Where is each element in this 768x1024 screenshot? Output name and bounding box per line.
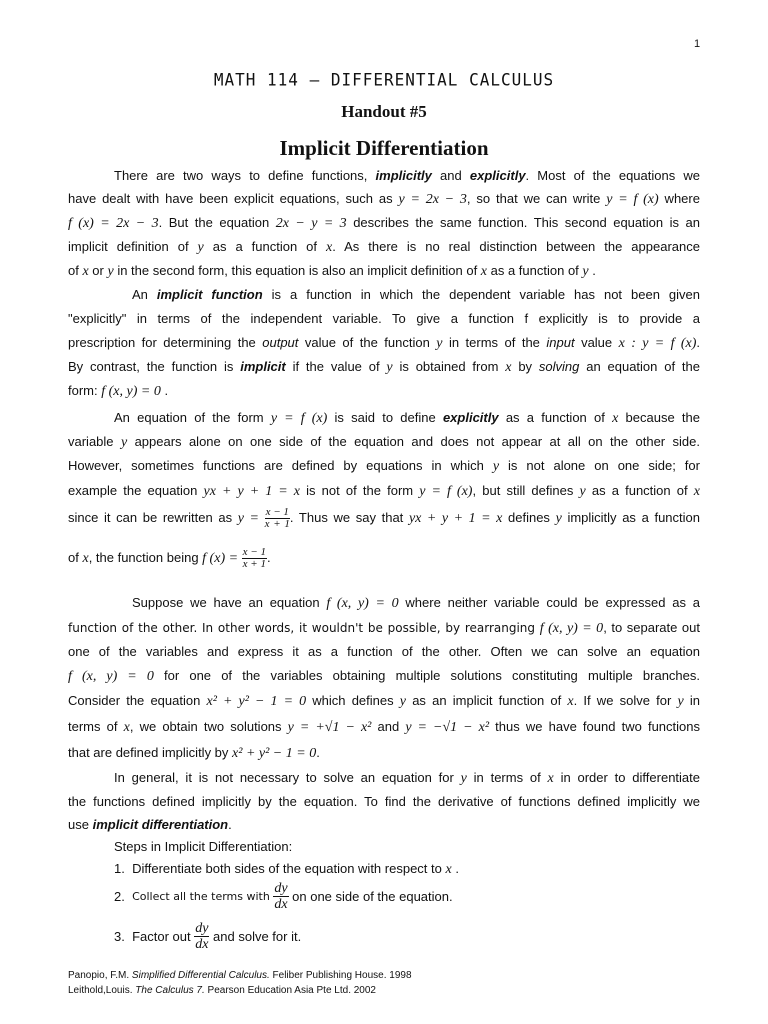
paragraph-3-line-2: variable y appears alone on one side of the equation and does not appear at all on the other side. [68,434,700,450]
step-3: 3. Factor out $\frac{dy}{dx}$ and solve for it. [114,921,302,952]
fraction-function-definition: $\frac{x - 1}{x + 1}$ [242,546,266,570]
handout-number: Handout #5 [341,102,427,121]
page-title: Implicit Differentiation [279,136,489,160]
paragraph-4-line-2: function of the other. In other words, it wouldn't be possible, by rearranging f (x, y) = 0, to separate out [68,620,700,636]
paragraph-2-line-4: By contrast, the function is implicit if the value of y is obtained from x by solving an equation of the [68,359,700,375]
paragraph-5-line-1: In general, it is not necessary to solve an equation for y in terms of x in order to differentiate [114,770,701,786]
fraction-x-minus-1-over-x-plus-1: $\frac{x - 1}{x + 1}$ [264,506,290,530]
dy-dx-fraction: $\frac{dy}{dx}$ [274,881,288,912]
paragraph-5-line-3: use implicit differentiation. [68,817,232,832]
paragraph-4-line-1: Suppose we have an equation f (x, y) = 0 where neither variable could be expressed as a [132,595,701,611]
paragraph-1-line-3: f (x) = 2x − 3. But the equation 2x − y = 3 describes the same function. This second equation is an [68,215,700,231]
paragraph-1-line-4: implicit definition of y as a function of x. As there is no real distinction between the appearance [68,239,700,255]
reference-1: Panopio, F.M. Simplified Differential Calculus. Feliber Publishing House. 1998 [68,970,412,981]
paragraph-3-line-5: since it can be rewritten as y = $\frac{x - 1}{x + 1}$ . Thus we say that yx + y + 1 = x defines y implicitly as a function [68,506,700,530]
paragraph-2-line-1: An implicit function is a function in which the dependent variable has not been given [132,287,701,302]
paragraph-3-line-4: example the equation yx + y + 1 = x is not of the form y = f (x), but still defines y as a function of x [68,483,700,499]
references [68,968,412,998]
paragraph-4-line-3: one of the variables and express it as a function of the other. Often we can solve an equation [68,644,700,659]
paragraph-3-line-1: An equation of the form y = f (x) is said to define explicitly as a function of x because the [114,410,700,426]
steps-heading: Steps in Implicit Differentiation: [114,839,293,854]
paragraph-5-line-2: the functions defined implicitly by the equation. To find the derivative of functions defined implicitly we [68,794,700,809]
paragraph-4-line-7: that are defined implicitly by x² + y² − 1 = 0. [68,745,320,761]
paragraph-2-line-5: form: f (x, y) = 0 . [68,383,169,399]
course-title: MATH 114 – DIFFERENTIAL CALCULUS [213,69,555,90]
paragraph-1-line-2: have dealt with have been explicit equations, such as y = 2x − 3, so that we can write y = f (x) where [68,191,700,207]
page-number: 1 [694,38,701,50]
paragraph-4-line-5: Consider the equation x² + y² − 1 = 0 which defines y as an implicit function of x. If we solve for y in [68,693,701,709]
step-2: 2. Collect all the terms with $\frac{dy}{dx}$ on one side of the equation. [114,881,453,912]
dy-dx-fraction: $\frac{dy}{dx}$ [195,921,209,952]
paragraph-4-line-4: f (x, y) = 0 for one of the variables obtaining multiple solutions constituting multiple branches. [68,668,700,684]
step-1: 1. Differentiate both sides of the equation with respect to x . [114,861,459,877]
paragraph-1-line-1: There are two ways to define functions, implicitly and explicitly. Most of the equations we [114,168,700,183]
paragraph-1-line-5: of x or y in the second form, this equation is also an implicit definition of x as a function of y . [68,263,596,279]
paragraph-3-line-6: of x, the function being f (x) = $\frac{x - 1}{x + 1}$ . [68,546,271,570]
paragraph-2-line-3: prescription for determining the output value of the function y in terms of the input value x : y = f (x). [68,335,701,351]
paragraph-3-line-3: However, sometimes functions are defined by equations in which y is not alone on one side; for [68,458,700,474]
paragraph-2-line-2: "explicitly" in terms of the independent variable. To give a function f explicitly is to provide a [68,311,700,326]
reference-2: Leithold,Louis. The Calculus 7. Pearson Education Asia Pte Ltd. 2002 [68,985,376,996]
paragraph-4-line-6: terms of x, we obtain two solutions y = +√1 − x² and y = −√1 − x² thus we have found two functions [68,719,700,735]
